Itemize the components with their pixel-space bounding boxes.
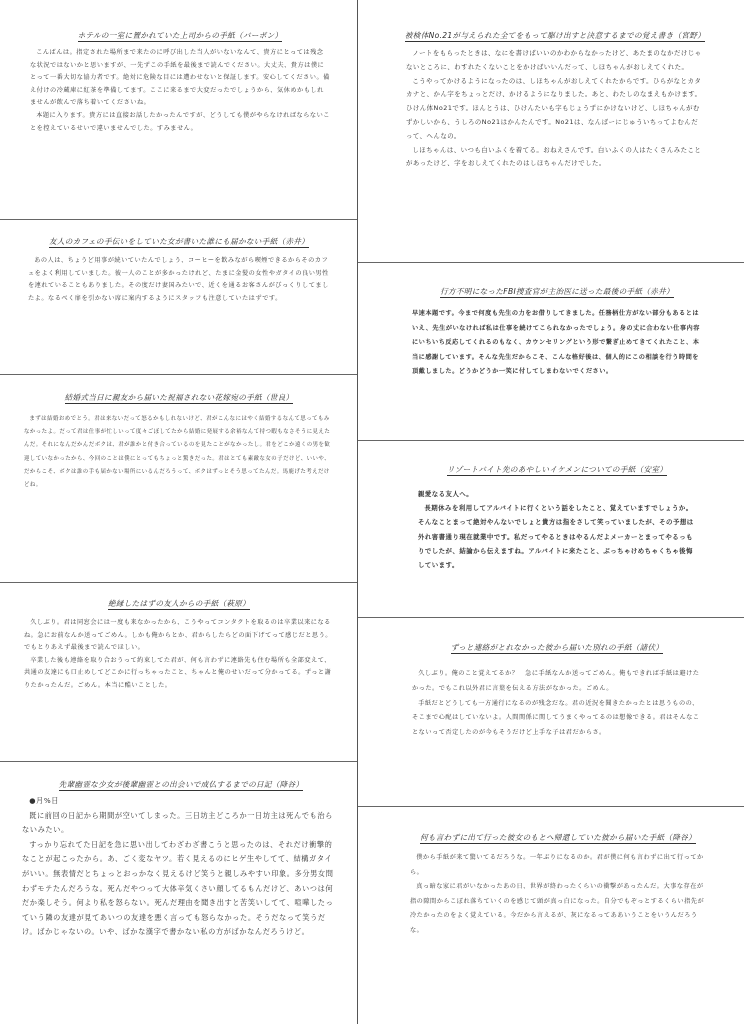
letter-body: 僕から手紙が来て驚いてるだろうな。一年ぶりになるのか。君が僕に何も言わずに出て行ってから。 真っ暗な家に君がいなかったあの日、世界が終わったくらいの衝撃があったんだ。大事な存在が指の隙間からこぼれ落ちていくのを感じて頭が真っ白になった。自分でもぞっとするくらい指先が冷たかったのをよく覚えている。今だから言えるが、灰になるってああいうことをいうんだろうな。 xyxy=(410,854,705,934)
letter-section xyxy=(398,642,716,741)
letter-body: ●月%日 既に前回の日記から期間が空いてしまった。三日坊主どころか一日坊主は死んでも治らないみたい。 すっかり忘れてた日記を急に思い出してわざわざ書こうと思ったのは、それだけ衝撃的なことが起こったから。あ、ごく変なヤツ。若く見えるのにヒゲ生やしてて、結構ガタイがいい。無表情だとちょっとおっかなく見えるけど笑うと親しみやすい印象。多分男女問わずモテたんだろうな。死んだやつって大体辛気くさい顔してるもんだけど、あいつは何だか楽しそう。何より私を怒らない。死んだ理由を聞き出すと苦笑いしてて、喧嘩したっていう隣の友達が見てあいつの友達を悪く言っても怒らなかった。そうだなって笑うだけ。ばかじゃないの。いや、ばかな漢字で書かない私の方がばかなんだろうけど。 xyxy=(22,796,334,937)
letter-section xyxy=(24,598,334,693)
letter-title: 何も言わずに出て行った彼女のもとへ帰還していた彼から届いた手紙（降谷） xyxy=(420,833,696,842)
letter-title: ホテルの一室に置かれていた上司からの手紙（バーボン） xyxy=(77,31,283,40)
letter-body: ノートをもらったときは、なにを書けばいいのかわからなかったけど、あたまのなかだけじゃないところに、わすれたくないことをかけばいいんだって、しほちゃんがおしえてくれた。 こうやってかけるようになったのは、しほちゃんがおしえてくれたからです。ひらがなとカタカナと、かん字をちょっとだけ、かけるようになりました。あと、わたしのなまえもかけます。ひけん体No21です。ほんとうは、ひけんたいも字もじょうずにかけないけど、しほちゃんがむずかしいから、うしろのNo21はかんたんです。No21は、なんばーにじゅういちってよむんだって、へんなの。 しほちゃんは、いつも白いふくを着てる。おねえさんです。白いふくの人はたくさんみたことがあったけど、字をおしえてくれたのはしほちゃんだけでした。 xyxy=(406,49,702,168)
letter-section xyxy=(396,832,720,939)
section-divider xyxy=(358,262,744,263)
letter-body: 早速本題です。今まで何度も先生の力をお借りしてきました。任務柄仕方がない部分もあるとはいえ、先生がいなければ私は仕事を続けてこられなかったでしょう。身の丈に合わない仕事内容にいちいち反応してくれるのもなく、カウンセリングという形で繋ぎ止めてきてくれたこと、本当に感謝しています。そんな先生だからこそ、こんな格好後は、個人的にこの相談を行う時間を頂戴しました。どうかどうか一笑に付してしまわないでください。 xyxy=(412,310,700,376)
letter-body: 久しぶり。君は同窓会には一度も来なかったから、こうやってコンタクトを取るのは卒業以来になるね。急にお前なんか送ってごめん。しかも俺からとか、君からしたらどの面下げてって感じだと思う。でもとりあえず最後まで読んでほしい。 卒業した後も連絡を取り合おうって約束してた君が、何も言わずに連絡先も住む場所も全部変えて、共通の友達にも口止めしてどこかに行っちゃったこと、ちゃんと俺のせいだって分かってる。ずっと謝りたかったんだ。ごめん。本当に酷いことした。 xyxy=(24,619,332,689)
letter-section xyxy=(18,236,340,305)
letter-title: ずっと連絡がとれなかった彼から届いた別れの手紙（諸伏） xyxy=(450,643,664,652)
letter-title: 行方不明になったFBI捜査官が主治医に送った最後の手紙（赤井） xyxy=(440,287,674,296)
section-divider xyxy=(0,219,357,220)
letter-section xyxy=(390,30,720,171)
letter-title: 結婚式当日に親友から届いた祝福されない花嫁宛の手紙（世良） xyxy=(64,393,294,402)
letter-title: 絶縁したはずの友人からの手紙（萩原） xyxy=(107,599,251,608)
section-divider xyxy=(0,374,357,375)
letter-section xyxy=(30,30,330,135)
letter-title: 被検体No.21が与えられた全てをもって駆け出すと決意するまでの覚え書き（宮野） xyxy=(404,31,706,40)
column-divider xyxy=(357,0,358,1024)
section-divider xyxy=(0,582,357,583)
section-divider xyxy=(358,617,744,618)
letter-section xyxy=(398,286,716,380)
letter-title: 友人のカフェの手伝いをしていた女が書いた誰にも届かない手紙（赤井） xyxy=(48,237,310,246)
letter-body: あの人は、ちょうど用事が続いていたんでしょう、コーヒーを飲みながら喫煙できるからそのカフェをよく利用していました。彼一人のことが多かったけれど、たまに金髪の女性やガタイの良い男性を連れていることもありました。その度だけ妻国みたいで、近くを通るお客さんがびっくりしてましたよ。なるべく扉を引かない席に案内するようにスタッフも注意していたはずです。 xyxy=(28,257,329,302)
letter-body: こんばんは。指定された場所まで来たのに呼び出した当人がいないなんて、貴方にとっては残念な状況ではないかと思いますが、一先ずこの手紙を最後まで読んでください。大丈夫、貴方は僕にとって一番大切な協力者です。絶対に危険な目には遭わせないと保証します。安心してください。備え付けの冷蔵庫に紅茶を準備してます。ここに来るまで大変だったでしょうから、気休めかもしれませんが飲んで落ち着いてくださいね。 本題に入ります。貴方には直接お話したかったんですが、どうしても僕がやらなければならないことを控えているせいで違いませんでした。すみません。 xyxy=(30,49,330,132)
letter-section xyxy=(24,392,334,492)
letter-body: まずは結婚おめでとう。君は来ないだって怒るかもしれないけど、君がこんなにはやく結婚するなんて思ってもみなかったよ。だって君は仕事が忙しいって度々ごぼしてたから結婚に発展する余裕なんて持つ暇もなさそうに見えたんだ。それになんだかんだボクは、君が誰かと付き合っているのを見たことがなかったし。君をどこか遠くの男を歓迎していなかったから、今回のことは僕にとってもちょっと驚きだった。君はとても素敵な女の子だけど、いいや、だからこそ、ボクは誰の手も届かない場所にいるんだろうって、ボクはずっとそう思ってたんだ。馬鹿げた考えだけどね。 xyxy=(24,416,331,489)
letter-body: 久しぶり。俺のこと覚えてるか？ 急に手紙なんか送ってごめん。俺もできれば手紙は避けたかった。でもこれ以外君に言葉を伝える方法がなかった。ごめん。 手紙だとどうしても一方通行になるのが残念だな。君の近況を聞きたかったとは思うものの、そこまで心配はしていないよ。人間関係に関してうまくやってるのは想像できる。君はそんなことないって否定したのが今もそうだけど上手な子は君だからさ。 xyxy=(412,670,700,737)
letter-body: 親愛なる友人へ。 長期休みを利用してアルバイトに行くという話をしたこと、覚えていますでしょうか。そんなことまって絶対やんないでしょと貴方は指をさして笑っていましたが、その予想は外れ害書通り現在就業中です。私だってやるときはやるんだよメーカーとまってやるっもりでしたが、結論から伝えますね。アルバイトに来たこと、ぶっちゃけめちゃくちゃ後悔しています。 xyxy=(418,490,694,570)
section-divider xyxy=(358,440,744,441)
section-divider xyxy=(358,806,744,807)
letter-title: リゾートバイト先のあやしいイケメンについての手紙（安室） xyxy=(446,465,668,474)
letter-section xyxy=(398,464,716,572)
letter-section xyxy=(22,779,340,940)
letter-title: 先輩幽霊な少女が後輩幽霊との出会いで成仏するまでの日記（降谷） xyxy=(58,780,304,789)
section-divider xyxy=(0,761,357,762)
